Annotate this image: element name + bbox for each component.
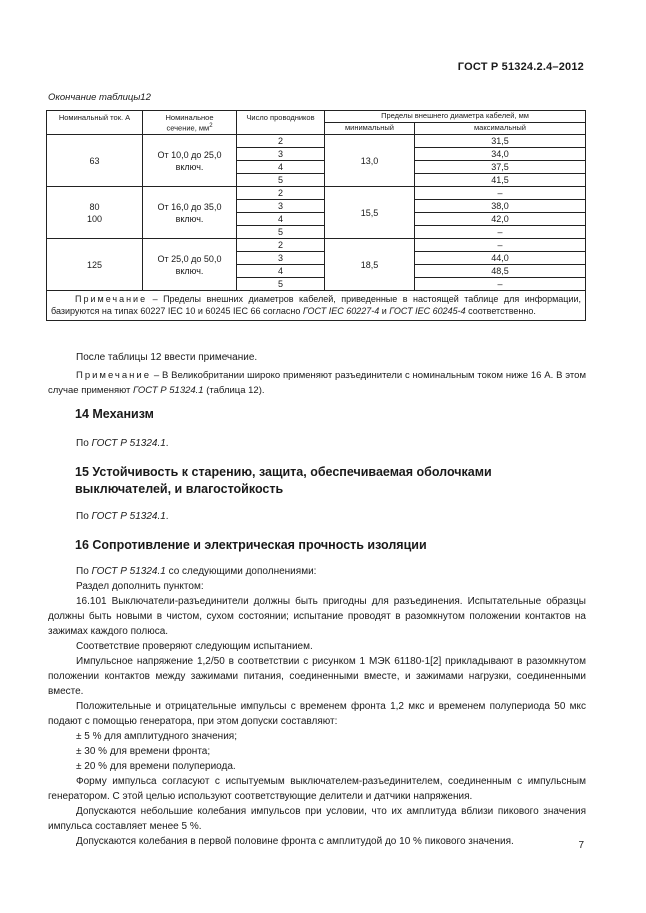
conductors-cell: 5	[237, 174, 325, 187]
max-cell: 37,5	[415, 161, 586, 174]
note-ref: ГОСТ IEC 60227-4	[302, 306, 380, 316]
cable-diameter-table	[46, 110, 586, 321]
max-cell: –	[415, 226, 586, 239]
standard-ref: ГОСТ Р 51324.1	[91, 438, 166, 449]
conductors-cell: 2	[237, 187, 325, 200]
after-table-block	[48, 350, 586, 398]
section-cell: От 16,0 до 35,0 включ.	[143, 187, 237, 239]
conductors-cell: 2	[237, 135, 325, 148]
table-row	[47, 187, 586, 200]
current-cell: 63	[47, 135, 143, 187]
standard-designation: ГОСТ Р 51324.2.4–2012	[457, 61, 584, 73]
header-section: Номинальное сечение, $мм^2$	[143, 111, 237, 135]
table-note-row	[47, 291, 586, 321]
tolerance-item: ± 20 % для времени полупериода.	[76, 761, 236, 772]
paragraph: Допускаются колебания в первой половине фронта с амплитудой до 10 % пикового значения.	[76, 836, 514, 847]
section-14-title: 14 Механизм	[75, 407, 154, 421]
max-cell: –	[415, 278, 586, 291]
note-label: Примечание	[75, 294, 148, 304]
header-diameter-limits: Пределы внешнего диаметра кабелей, мм	[325, 111, 586, 123]
section-cell: От 25,0 до 50,0 включ.	[143, 239, 237, 291]
max-cell: 48,5	[415, 265, 586, 278]
header-max: максимальный	[415, 123, 586, 135]
conductors-cell: 3	[237, 200, 325, 213]
conductors-cell: 3	[237, 148, 325, 161]
paragraph: Импульсное напряжение 1,2/50 в соответствии с рисунком 1 МЭК 61180-1[2] прикладывают в разомкнутом положении контактов между зажимами питания, соединенными вместе, и зажимами нагрузки, соединенными вместе.	[48, 656, 586, 697]
current-cell: 125	[47, 239, 143, 291]
conductors-cell: 4	[237, 161, 325, 174]
conductors-cell: 4	[237, 265, 325, 278]
section-cell: От 10,0 до 25,0 включ.	[143, 135, 237, 187]
section-15-title: 15 Устойчивость к старению, защита, обеспечиваемая оболочками выключателей, и влагостойкость	[75, 465, 492, 496]
paragraph: Положительные и отрицательные импульсы с временем фронта 1,2 мкс и временем полупериода 50 мкс подают с помощью генератора, при этом допуски составляют:	[48, 701, 586, 727]
conductors-cell: 2	[237, 239, 325, 252]
paragraph: 16.101 Выключатели-разъединители должны быть пригодны для разъединения. Испытательные образцы должны быть новыми в чистом, сухом состоянии; испытание проводят в разомкнутом положении контактов на зажимах каждого полюса.	[48, 596, 586, 637]
max-cell: 38,0	[415, 200, 586, 213]
conductors-cell: 5	[237, 278, 325, 291]
section-14-body: По ГОСТ Р 51324.1.	[76, 438, 169, 449]
min-cell: 15,5	[325, 187, 415, 239]
conductors-cell: 3	[237, 252, 325, 265]
section-15-body: По ГОСТ Р 51324.1.	[76, 511, 169, 522]
table-row	[47, 135, 586, 148]
max-cell: 42,0	[415, 213, 586, 226]
header-conductors: Число проводников	[237, 111, 325, 135]
tolerance-item: ± 5 % для амплитудного значения;	[76, 731, 237, 742]
max-cell: 34,0	[415, 148, 586, 161]
section-16-body: По ГОСТ Р 51324.1 со следующими дополнениями: Раздел дополнить пунктом: 16.101 Выключатели-разъединители должны быть пригодны для разъединения. Испытательные образцы должны быть новыми в чистом, сухом состоянии; испытание проводят в разомкнутом положении контактов на зажимах каждого полюса. Соответствие проверяют следующим испытанием. Импульсное напряжение 1,2/50 в соответствии с рисунком 1 МЭК 61180-1[2] прикладывают в разомкнутом положении контактов между зажимами питания, соединенными вместе, и зажимами нагрузки, соединенными вместе. Положительные и отрицательные импульсы с временем фронта 1,2 мкс и временем полупериода 50 мкс подают с помощью генератора, при этом допуски составляют: ± 5 % для амплитудного значения; ± 30 % для времени фронта; ± 20 % для времени полупериода. Форму импульса согласуют с испытуемым выключателем-разъединителем, соединенным с импульсным генератором. С этой целью используют соответствующие делители и датчики напряжения. Допускаются небольшие колебания импульсов при условии, что их амплитуда вблизи пикового значения импульса составляет менее 5 %. Допускаются колебания в первой половине фронта с амплитудой до 10 % пикового значения.	[48, 566, 586, 847]
header-current: Номинальный ток. А	[47, 111, 143, 135]
table-note: Примечание – Пределы внешних диаметров кабелей, приведенные в настоящей таблице для информации, базируются на типах 60227 IEC 10 и 60245 IEC 66 согласно ГОСТ IEC 60227-4 и ГОСТ IEC 60245-4 соответственно.	[47, 291, 586, 321]
current-cell: 80 100	[47, 187, 143, 239]
table-caption: Окончание таблицы12	[48, 92, 151, 103]
max-cell: 44,0	[415, 252, 586, 265]
max-cell: –	[415, 187, 586, 200]
max-cell: 41,5	[415, 174, 586, 187]
paragraph: Форму импульса согласуют с испытуемым выключателем-разъединителем, соединенным с импульсным генератором. С этой целью используют соответствующие делители и датчики напряжения.	[48, 776, 586, 802]
header-min: минимальный	[325, 123, 415, 135]
conductors-cell: 4	[237, 213, 325, 226]
table-row	[47, 239, 586, 252]
paragraph: Соответствие проверяют следующим испытанием.	[76, 641, 313, 652]
max-cell: –	[415, 239, 586, 252]
note-ref: ГОСТ IEC 60245-4	[389, 306, 466, 316]
note-paragraph: Примечание – В Великобритании широко применяют разъединители с номинальным током ниже 16 А. В этом случае применяют ГОСТ Р 51324.1 (таблица 12).	[48, 370, 586, 396]
section-16-title: 16 Сопротивление и электрическая прочность изоляции	[75, 538, 427, 552]
min-cell: 13,0	[325, 135, 415, 187]
standard-ref: ГОСТ Р 51324.1	[91, 511, 166, 522]
paragraph: После таблицы 12 ввести примечание.	[76, 352, 258, 363]
max-cell: 31,5	[415, 135, 586, 148]
min-cell: 18,5	[325, 239, 415, 291]
standard-ref: ГОСТ Р 51324.1	[91, 566, 166, 577]
tolerance-item: ± 30 % для времени фронта;	[76, 746, 211, 757]
paragraph: Раздел дополнить пунктом:	[76, 581, 204, 592]
paragraph: Допускаются небольшие колебания импульсов при условии, что их амплитуда вблизи пикового значения импульса составляет менее 5 %.	[48, 806, 586, 832]
conductors-cell: 5	[237, 226, 325, 239]
page-number: 7	[578, 840, 584, 851]
